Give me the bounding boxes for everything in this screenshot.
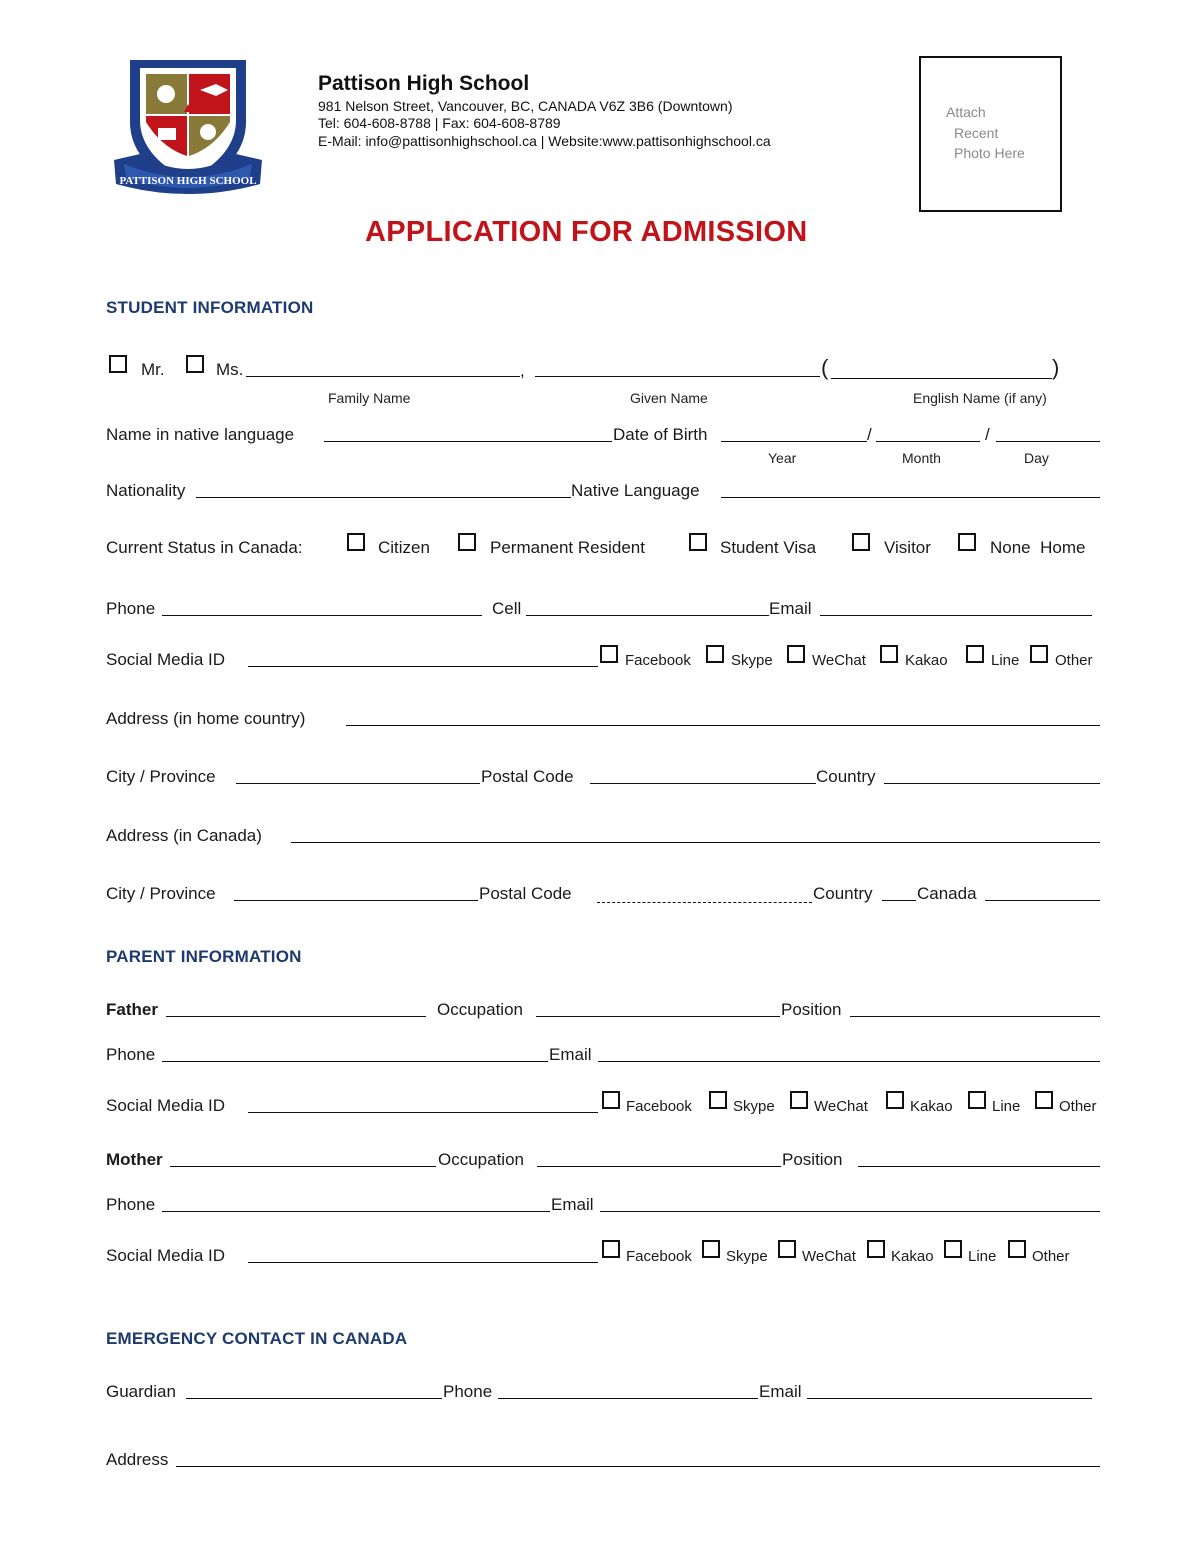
father-email-field[interactable] [598, 1061, 1100, 1062]
address-home-field[interactable] [346, 725, 1100, 726]
student-cell-field[interactable] [526, 615, 769, 616]
mother-social-facebook-checkbox[interactable] [602, 1240, 620, 1258]
mother-email-label: Email [551, 1195, 594, 1214]
school-name: Pattison High School [318, 72, 530, 95]
father-social-facebook-label: Facebook [626, 1098, 692, 1115]
student-social-skype-label: Skype [731, 652, 773, 669]
student-social-field[interactable] [248, 666, 598, 667]
status-none-checkbox[interactable] [958, 533, 976, 551]
mother-occupation-label: Occupation [438, 1150, 524, 1169]
home-postal-label: Postal Code [481, 767, 574, 786]
father-social-facebook-checkbox[interactable] [602, 1091, 620, 1109]
dob-year-field[interactable] [721, 441, 867, 442]
dob-month-caption: Month [902, 450, 941, 466]
status-label: Current Status in Canada: [106, 538, 303, 557]
mother-email-field[interactable] [600, 1211, 1100, 1212]
mother-social-skype-checkbox[interactable] [702, 1240, 720, 1258]
status-visitor-checkbox[interactable] [852, 533, 870, 551]
address-canada-field[interactable] [291, 842, 1100, 843]
home-country-field[interactable] [884, 783, 1100, 784]
photo-text-photo-here: Photo Here [954, 145, 1025, 161]
nationality-label: Nationality [106, 481, 186, 500]
father-occupation-field[interactable] [536, 1016, 780, 1017]
status-none-label: None Home [990, 538, 1086, 557]
student-social-facebook-checkbox[interactable] [600, 645, 618, 663]
father-social-kakao-label: Kakao [910, 1098, 953, 1115]
father-email-label: Email [549, 1045, 592, 1064]
mr-checkbox[interactable] [109, 355, 127, 373]
status-citizen-label: Citizen [378, 538, 430, 557]
student-social-wechat-label: WeChat [812, 652, 866, 669]
address-home-label: Address (in home country) [106, 709, 306, 728]
student-social-other-label: Other [1055, 652, 1093, 669]
nationality-field[interactable] [196, 497, 571, 498]
mother-social-line-label: Line [968, 1248, 997, 1265]
dob-day-caption: Day [1024, 450, 1049, 466]
canada-country-value: Canada [917, 884, 977, 903]
given-name-field[interactable] [535, 376, 820, 377]
paren-open: ( [821, 355, 829, 380]
father-name-field[interactable] [166, 1016, 426, 1017]
father-social-line-checkbox[interactable] [968, 1091, 986, 1109]
mother-position-label: Position [782, 1150, 843, 1169]
mother-phone-label: Phone [106, 1195, 156, 1214]
ms-checkbox[interactable] [186, 355, 204, 373]
student-phone-field[interactable] [162, 615, 482, 616]
dob-label: Date of Birth [613, 425, 708, 444]
student-social-other-checkbox[interactable] [1030, 645, 1048, 663]
mother-social-kakao-checkbox[interactable] [867, 1240, 885, 1258]
student-social-line-checkbox[interactable] [966, 645, 984, 663]
dob-month-field[interactable] [876, 441, 980, 442]
canada-country-label: Country [813, 884, 873, 903]
father-social-other-label: Other [1059, 1098, 1097, 1115]
guardian-phone-label: Phone [443, 1382, 493, 1401]
dob-year-caption: Year [768, 450, 797, 466]
father-position-field[interactable] [850, 1016, 1100, 1017]
canada-city-field[interactable] [234, 900, 478, 901]
home-city-label: City / Province [106, 767, 216, 786]
father-social-wechat-checkbox[interactable] [790, 1091, 808, 1109]
school-email-website: E-Mail: info@pattisonhighschool.ca | Website:www.pattisonhighschool.ca [318, 133, 771, 149]
section-student-information: STUDENT INFORMATION [106, 298, 314, 317]
father-social-label: Social Media ID [106, 1096, 226, 1115]
status-pr-checkbox[interactable] [458, 533, 476, 551]
native-language-field[interactable] [721, 497, 1100, 498]
paren-close: ) [1052, 355, 1060, 380]
svg-text:PATTISON HIGH SCHOOL: PATTISON HIGH SCHOOL [119, 175, 257, 187]
mother-name-field[interactable] [170, 1166, 436, 1167]
guardian-phone-field[interactable] [498, 1398, 758, 1399]
mother-social-kakao-label: Kakao [891, 1248, 934, 1265]
student-cell-label: Cell [492, 599, 522, 618]
canada-postal-field[interactable] [597, 902, 812, 903]
mother-social-label: Social Media ID [106, 1246, 226, 1265]
father-social-field[interactable] [248, 1112, 598, 1113]
name-comma: , [520, 361, 525, 380]
home-city-field[interactable] [236, 783, 480, 784]
english-name-caption: English Name (if any) [913, 390, 1047, 406]
mother-social-field[interactable] [248, 1262, 598, 1263]
native-language-label: Native Language [571, 481, 700, 500]
family-name-caption: Family Name [328, 390, 411, 406]
family-name-field[interactable] [246, 376, 520, 377]
ms-label: Ms. [216, 360, 244, 379]
native-name-field[interactable] [324, 441, 612, 442]
father-social-skype-checkbox[interactable] [709, 1091, 727, 1109]
status-visitor-label: Visitor [884, 538, 931, 557]
canada-city-label: City / Province [106, 884, 216, 903]
school-contact: Tel: 604-608-8788 | Fax: 604-608-8789 [318, 115, 561, 131]
mother-social-wechat-checkbox[interactable] [778, 1240, 796, 1258]
guardian-field[interactable] [186, 1398, 442, 1399]
given-name-caption: Given Name [630, 390, 708, 406]
dob-day-field[interactable] [996, 441, 1100, 442]
status-student-visa-label: Student Visa [720, 538, 817, 557]
father-phone-field[interactable] [162, 1061, 548, 1062]
mother-social-other-checkbox[interactable] [1008, 1240, 1026, 1258]
mother-social-wechat-label: WeChat [802, 1248, 856, 1265]
mother-social-facebook-label: Facebook [626, 1248, 692, 1265]
home-postal-field[interactable] [590, 783, 816, 784]
native-name-label: Name in native language [106, 425, 295, 444]
emergency-address-field[interactable] [176, 1466, 1100, 1467]
section-parent-information: PARENT INFORMATION [106, 947, 302, 966]
father-social-line-label: Line [992, 1098, 1021, 1115]
photo-text-recent: Recent [954, 125, 999, 141]
mother-social-skype-label: Skype [726, 1248, 768, 1265]
father-social-wechat-label: WeChat [814, 1098, 868, 1115]
mother-phone-field[interactable] [162, 1211, 550, 1212]
school-logo [110, 52, 266, 204]
father-social-kakao-checkbox[interactable] [886, 1091, 904, 1109]
student-social-wechat-checkbox[interactable] [787, 645, 805, 663]
mother-social-line-checkbox[interactable] [944, 1240, 962, 1258]
emergency-address-label: Address [106, 1450, 169, 1469]
school-address: 981 Nelson Street, Vancouver, BC, CANADA V6Z 3B6 (Downtown) [318, 98, 733, 114]
father-label: Father [106, 1000, 158, 1019]
father-social-other-checkbox[interactable] [1035, 1091, 1053, 1109]
canada-country-field[interactable] [985, 900, 1100, 901]
student-email-field[interactable] [820, 615, 1092, 616]
guardian-email-label: Email [759, 1382, 802, 1401]
student-social-line-label: Line [991, 652, 1020, 669]
section-emergency-contact: EMERGENCY CONTACT IN CANADA [106, 1329, 408, 1348]
status-student-visa-checkbox[interactable] [689, 533, 707, 551]
mother-occupation-field[interactable] [537, 1166, 781, 1167]
student-social-label: Social Media ID [106, 650, 226, 669]
canada-postal-label: Postal Code [479, 884, 572, 903]
guardian-label: Guardian [106, 1382, 176, 1401]
status-citizen-checkbox[interactable] [347, 533, 365, 551]
mr-label: Mr. [141, 360, 165, 379]
photo-text-attach: Attach [946, 104, 986, 120]
father-social-skype-label: Skype [733, 1098, 775, 1115]
english-name-field[interactable] [831, 378, 1052, 379]
father-position-label: Position [781, 1000, 842, 1019]
student-social-kakao-label: Kakao [905, 652, 948, 669]
page-title: APPLICATION FOR ADMISSION [365, 216, 808, 248]
dob-slash-1: / [867, 425, 872, 444]
mother-social-other-label: Other [1032, 1248, 1070, 1265]
address-canada-label: Address (in Canada) [106, 826, 262, 845]
student-social-kakao-checkbox[interactable] [880, 645, 898, 663]
mother-position-field[interactable] [858, 1166, 1100, 1167]
student-social-facebook-label: Facebook [625, 652, 691, 669]
mother-label: Mother [106, 1150, 163, 1169]
father-occupation-label: Occupation [437, 1000, 523, 1019]
dob-slash-2: / [985, 425, 990, 444]
student-email-label: Email [769, 599, 812, 618]
student-social-skype-checkbox[interactable] [706, 645, 724, 663]
status-pr-label: Permanent Resident [490, 538, 645, 557]
student-phone-label: Phone [106, 599, 156, 618]
canada-country-blank [882, 900, 916, 901]
guardian-email-field[interactable] [807, 1398, 1092, 1399]
home-country-label: Country [816, 767, 876, 786]
father-phone-label: Phone [106, 1045, 156, 1064]
